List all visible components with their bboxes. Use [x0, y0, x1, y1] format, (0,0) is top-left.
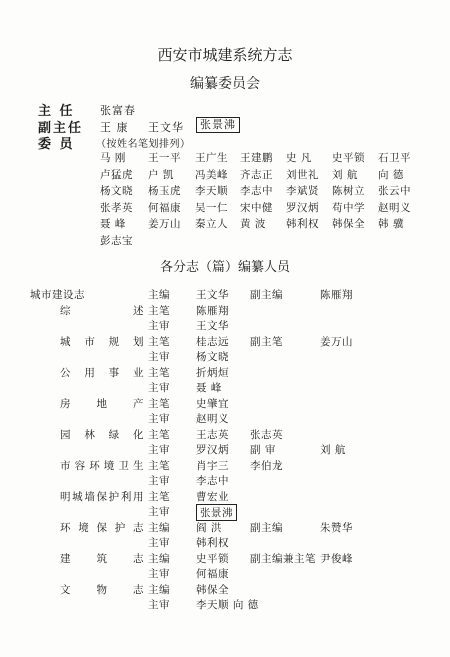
staff-role: 主笔	[148, 459, 170, 472]
members-row	[100, 200, 440, 216]
members-row	[100, 183, 440, 199]
member-name: 聂 峰	[100, 218, 126, 230]
member-name: 李斌贤	[286, 185, 319, 197]
staff-name: 张景沸	[196, 504, 237, 521]
department-name: 建筑志	[60, 552, 144, 565]
staff-name: 韩利权	[196, 537, 229, 549]
staff-row	[0, 318, 450, 335]
member-name: 卢猛虎	[100, 168, 133, 181]
member-name: 陈树立	[332, 185, 365, 197]
staff-row	[0, 582, 450, 599]
member-name: 吴一仁	[195, 201, 228, 214]
deputy-name: 王 康	[100, 121, 129, 134]
department-name: 明城墙保护利用	[60, 490, 144, 503]
staff-name: 曹宏业	[196, 490, 229, 503]
member-name: 向 德	[378, 168, 404, 181]
staff-row	[0, 411, 450, 428]
staff-name-secondary: 尹俊峰	[320, 552, 353, 565]
department-name: 综 述	[60, 304, 144, 317]
staff-name: 史平锁	[196, 552, 229, 565]
staff-row	[0, 287, 450, 304]
member-name: 张云中	[378, 185, 411, 197]
staff-role: 主编	[148, 521, 170, 534]
staff-role: 主笔	[148, 397, 170, 410]
member-name: 姜万山	[148, 218, 181, 230]
committee-title: 编纂委员会	[190, 76, 260, 92]
member-name: 齐志正	[240, 168, 273, 181]
member-name: 刘世礼	[286, 168, 319, 181]
staff-name-secondary: 陈雁翔	[320, 289, 353, 301]
member-name: 李天顺	[195, 185, 228, 197]
members-row	[100, 233, 440, 249]
staff-row	[0, 380, 450, 397]
staff-role: 主笔	[148, 304, 170, 317]
staff-name: 陈雁翔	[196, 304, 229, 317]
staff-name-secondary: 刘 航	[320, 444, 346, 456]
staff-row	[0, 396, 450, 413]
deputy-name: 王文华	[148, 121, 184, 134]
staff-row	[0, 566, 450, 583]
member-name: 杨文晓	[100, 185, 133, 197]
director-role: 主 任	[38, 104, 75, 119]
staff-name: 王文华	[196, 320, 229, 332]
staff-row	[0, 365, 450, 382]
member-name: 冯美峰	[195, 168, 228, 181]
staff-role: 主编	[148, 583, 170, 596]
staff-name: 赵明义	[196, 413, 229, 425]
staff-role: 主审	[148, 599, 170, 611]
staff-role-secondary: 副主编兼主笔	[250, 552, 316, 565]
staff-name: 肖宇三	[196, 459, 229, 472]
staff-row	[0, 551, 450, 568]
staff-name: 史肇宜	[196, 397, 229, 410]
staff-role-secondary: 副主编	[250, 521, 283, 534]
department-name: 城市建设志	[30, 289, 85, 301]
member-name: 史平锁	[332, 152, 365, 164]
member-name: 石卫平	[378, 152, 411, 164]
staff-name: 王文华	[196, 289, 229, 301]
member-name: 彭志宝	[100, 234, 133, 247]
staff-name: 韩保全	[196, 583, 229, 596]
member-name: 刘 航	[332, 168, 358, 181]
staff-row	[0, 535, 450, 552]
staff-role: 主笔	[148, 428, 170, 441]
staff-name: 折炳烜	[196, 366, 229, 379]
staff-row	[0, 504, 450, 521]
department-name: 园林绿化	[60, 428, 144, 441]
staff-row	[0, 489, 450, 506]
department-name: 房地产	[60, 397, 144, 410]
staff-role: 主审	[148, 320, 170, 332]
staff-row	[0, 597, 450, 614]
staff-role: 主笔	[148, 366, 170, 379]
staff-role: 主审	[148, 568, 170, 580]
member-name: 王广生	[195, 152, 228, 164]
staff-role: 主编	[148, 289, 170, 301]
member-name: 秦立人	[195, 218, 228, 230]
staff-role: 主笔	[148, 490, 170, 503]
staff-name: 罗汉炳	[196, 444, 229, 456]
staff-name: 李天顺 向 德	[196, 599, 259, 611]
staff-name: 杨文晓	[196, 351, 229, 363]
member-name: 杨玉虎	[148, 185, 181, 197]
department-name: 市容环境卫生	[60, 459, 144, 472]
members-row	[100, 216, 440, 232]
member-name: 张孝英	[100, 201, 133, 214]
member-name: 苟中学	[332, 201, 365, 214]
staff-row	[0, 520, 450, 537]
staff-role: 主审	[148, 537, 170, 549]
staff-role-secondary: 张志英	[250, 428, 283, 441]
staff-name-secondary: 朱赞华	[320, 521, 353, 534]
members-row	[100, 150, 440, 166]
staff-name: 何福康	[196, 568, 229, 580]
department-name: 文物志	[60, 583, 144, 596]
member-name: 韩利权	[286, 218, 319, 230]
department-name: 公用事业	[60, 366, 144, 379]
member-name: 韩 骥	[378, 218, 404, 230]
staff-role: 主审	[148, 382, 170, 394]
director-name: 张富春	[100, 104, 136, 117]
staff-role: 主笔	[148, 335, 170, 348]
members-note: （按姓名笔划排列）	[96, 139, 191, 150]
staff-role-secondary: 副 审	[250, 444, 276, 456]
member-name: 户 凯	[148, 168, 174, 181]
staff-row	[0, 442, 450, 459]
member-name: 罗汉炳	[286, 201, 319, 214]
staff-name: 王志英	[196, 428, 229, 441]
member-name: 李志中	[240, 185, 273, 197]
members-row	[100, 167, 440, 183]
section-title: 各分志（篇）编纂人员	[159, 260, 290, 275]
member-name: 史 凡	[286, 152, 312, 164]
member-name: 王一平	[148, 152, 181, 164]
staff-name-secondary: 姜万山	[320, 335, 353, 348]
deputy-name-boxed: 张景沸	[196, 117, 240, 133]
member-name: 宋中健	[240, 201, 273, 214]
staff-role: 主审	[148, 475, 170, 487]
staff-role-secondary: 副主笔	[250, 335, 283, 348]
staff-role: 主审	[148, 413, 170, 425]
member-name: 韩保全	[332, 218, 365, 230]
staff-role: 主审	[148, 506, 170, 518]
staff-row	[0, 349, 450, 366]
staff-name: 李志中	[196, 475, 229, 487]
staff-role: 主审	[148, 444, 170, 456]
member-name: 王建鹏	[240, 152, 273, 164]
staff-name: 桂志远	[196, 335, 229, 348]
deputy-role: 副主任	[38, 121, 84, 136]
members-role: 委 员	[38, 137, 75, 152]
staff-row	[0, 427, 450, 444]
staff-name: 聂 峰	[196, 382, 222, 394]
department-name: 环境保护志	[60, 521, 144, 534]
staff-row	[0, 334, 450, 351]
member-name: 马 刚	[100, 152, 126, 164]
document-title: 西安市城建系统方志	[157, 46, 293, 64]
staff-role: 主审	[148, 351, 170, 363]
member-name: 何福康	[148, 201, 181, 214]
staff-row	[0, 458, 450, 475]
staff-role: 主编	[148, 552, 170, 565]
staff-role-secondary: 李伯龙	[250, 459, 283, 472]
department-name: 城市规划	[60, 335, 144, 348]
staff-name: 阎 洪	[196, 521, 222, 534]
staff-row	[0, 473, 450, 490]
member-name: 黄 波	[240, 218, 266, 230]
member-name: 赵明义	[378, 201, 411, 214]
staff-role-secondary: 副主编	[250, 289, 283, 301]
staff-row	[0, 303, 450, 320]
